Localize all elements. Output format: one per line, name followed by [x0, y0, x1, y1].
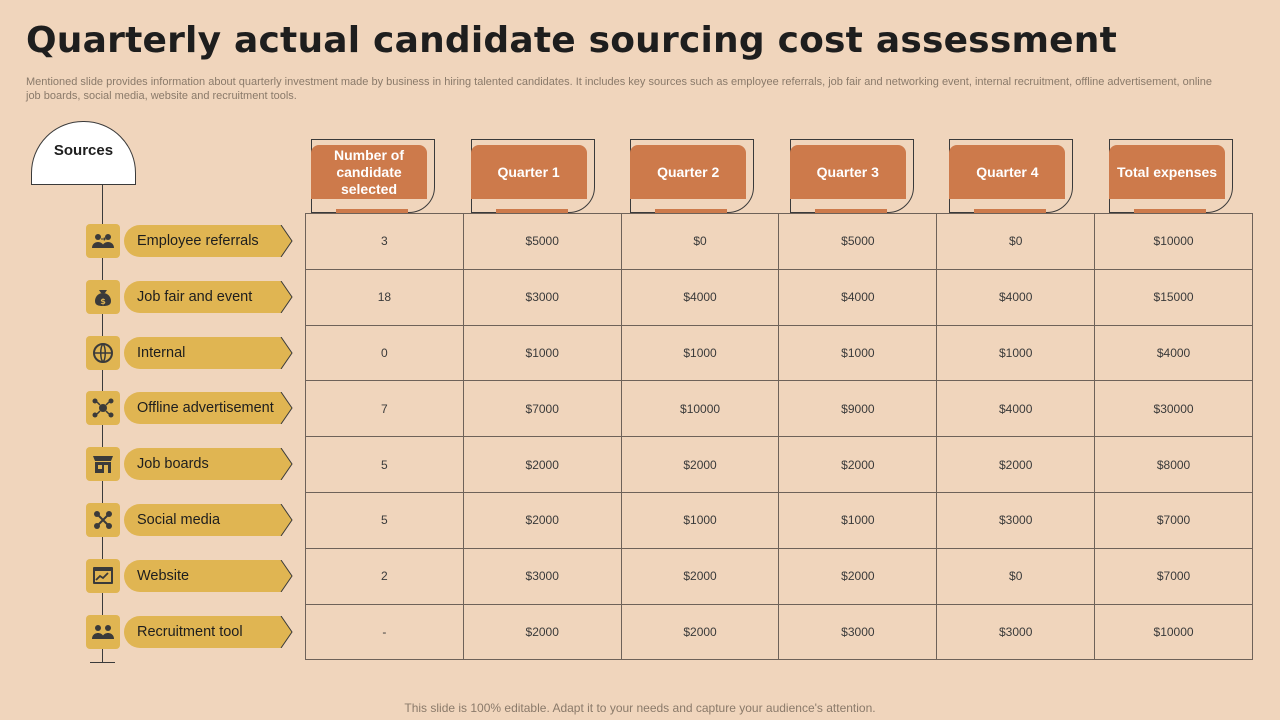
- table-cell: $5000: [463, 214, 621, 270]
- column-header-label: Quarter 4: [949, 145, 1065, 199]
- table-cell: $0: [621, 214, 779, 270]
- table-cell: $2000: [463, 604, 621, 660]
- column-header: [630, 139, 754, 213]
- table-cell: $2000: [937, 437, 1095, 493]
- table-cell: $1000: [621, 492, 779, 548]
- table-cell: 0: [306, 325, 464, 381]
- table-cell: $10000: [1095, 214, 1253, 270]
- table-cell: $1000: [937, 325, 1095, 381]
- source-label: Job fair and event: [124, 281, 280, 313]
- table-cell: $7000: [463, 381, 621, 437]
- column-header: [471, 139, 595, 213]
- table-cell: $2000: [621, 437, 779, 493]
- table-cell: $3000: [779, 604, 937, 660]
- table-cell: $2000: [779, 548, 937, 604]
- table-cell: 18: [306, 269, 464, 325]
- table-cell: $7000: [1095, 492, 1253, 548]
- table-cell: $1000: [463, 325, 621, 381]
- sources-header: [31, 121, 136, 185]
- source-label: Job boards: [124, 448, 280, 480]
- table-row: [306, 269, 1253, 325]
- table-cell: $2000: [621, 604, 779, 660]
- table-cell: $4000: [779, 269, 937, 325]
- table-cell: $4000: [1095, 325, 1253, 381]
- table-cell: $2000: [463, 437, 621, 493]
- table-cell: $4000: [937, 381, 1095, 437]
- table-cell: $3000: [463, 269, 621, 325]
- share-network-icon: [86, 503, 120, 537]
- table-cell: $4000: [937, 269, 1095, 325]
- table-cell: $3000: [463, 548, 621, 604]
- table-cell: $9000: [779, 381, 937, 437]
- column-header: [790, 139, 914, 213]
- table-cell: $1000: [779, 492, 937, 548]
- column-header-label: Quarter 3: [790, 145, 906, 199]
- money-bag-icon: [86, 280, 120, 314]
- table-cell: $3000: [937, 492, 1095, 548]
- globe-gear-icon: [86, 336, 120, 370]
- table-cell: $1000: [779, 325, 937, 381]
- store-board-icon: [86, 447, 120, 481]
- table-cell: $30000: [1095, 381, 1253, 437]
- source-label: Website: [124, 560, 280, 592]
- table-cell: 7: [306, 381, 464, 437]
- table-row: [306, 548, 1253, 604]
- column-header: [1109, 139, 1233, 213]
- table-cell: $2000: [463, 492, 621, 548]
- footer-note: This slide is 100% editable. Adapt it to your needs and capture your audience's attention.: [404, 701, 876, 715]
- table-cell: $8000: [1095, 437, 1253, 493]
- source-label: Offline advertisement: [124, 392, 280, 424]
- table-row: [306, 214, 1253, 270]
- table-cell: 5: [306, 437, 464, 493]
- column-header: [311, 139, 435, 213]
- column-header-label: Quarter 1: [471, 145, 587, 199]
- table-row: [306, 437, 1253, 493]
- table-cell: $15000: [1095, 269, 1253, 325]
- column-header-label: Quarter 2: [630, 145, 746, 199]
- table-cell: $2000: [621, 548, 779, 604]
- column-header-label: Number of candidate selected: [311, 145, 427, 199]
- page-subtitle: Mentioned slide provides information about quarterly investment made by business in hiring talented candidates. It includes key sources such as employee referrals, job fair and networking event, internal recruitment, offline advertisement, online job boards, social media, website and recruitment tools.: [26, 76, 1212, 102]
- table-cell: $2000: [779, 437, 937, 493]
- table-cell: $4000: [621, 269, 779, 325]
- table-cell: -: [306, 604, 464, 660]
- source-label: Internal: [124, 337, 280, 369]
- source-label: Recruitment tool: [124, 616, 280, 648]
- source-label: Employee referrals: [124, 225, 280, 257]
- table-cell: $7000: [1095, 548, 1253, 604]
- source-label: Social media: [124, 504, 280, 536]
- table-cell: 3: [306, 214, 464, 270]
- table-row: [306, 604, 1253, 660]
- table-cell: $1000: [621, 325, 779, 381]
- team-referral-icon: [86, 224, 120, 258]
- page-title: Quarterly actual candidate sourcing cost assessment: [26, 20, 1118, 61]
- network-people-icon: [86, 391, 120, 425]
- column-header-label: Total expenses: [1109, 145, 1225, 199]
- table-cell: $0: [937, 214, 1095, 270]
- table-cell: 2: [306, 548, 464, 604]
- column-header: [949, 139, 1073, 213]
- svg-text:$: $: [100, 296, 106, 306]
- table-cell: $5000: [779, 214, 937, 270]
- table-cell: $3000: [937, 604, 1095, 660]
- table-cell: $0: [937, 548, 1095, 604]
- table-row: [306, 492, 1253, 548]
- table-cell: $10000: [621, 381, 779, 437]
- table-cell: $10000: [1095, 604, 1253, 660]
- table-row: [306, 381, 1253, 437]
- browser-chart-icon: [86, 559, 120, 593]
- table-row: [306, 325, 1253, 381]
- cost-table: [305, 213, 1253, 660]
- team-search-icon: [86, 615, 120, 649]
- sources-header-label: Sources: [53, 141, 114, 159]
- sources-connector-cap: [90, 662, 115, 663]
- table-cell: 5: [306, 492, 464, 548]
